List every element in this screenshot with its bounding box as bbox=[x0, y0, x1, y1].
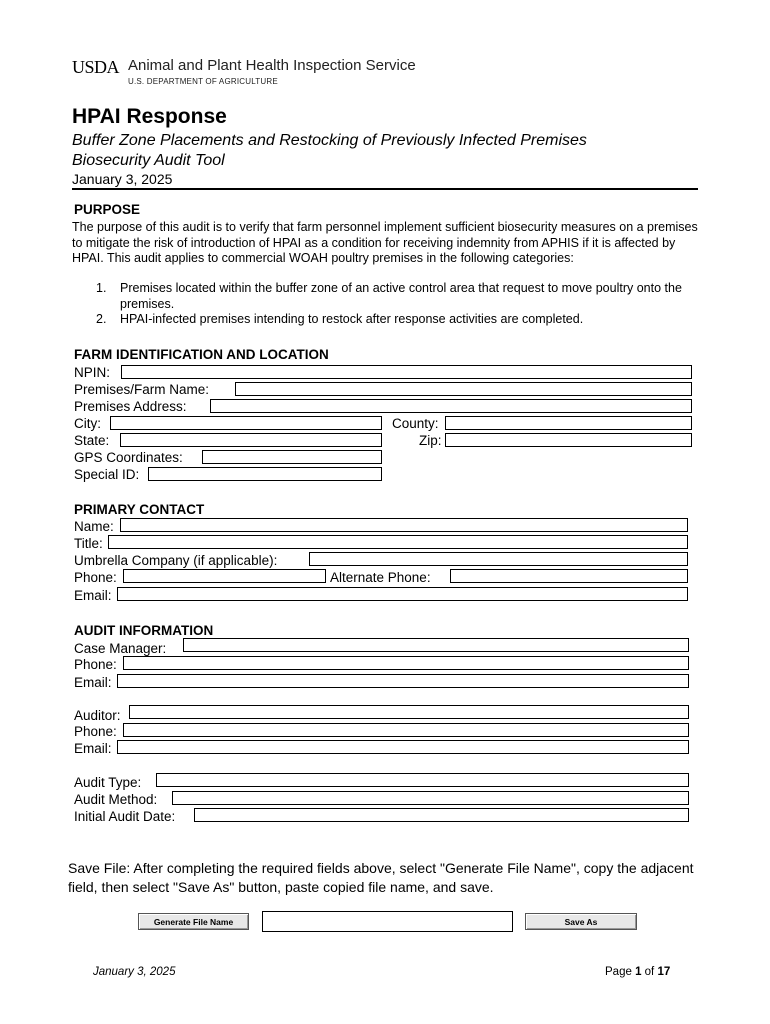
county-field[interactable] bbox=[445, 416, 692, 430]
cm-phone-label: Phone: bbox=[74, 657, 117, 672]
current-page: 1 bbox=[635, 966, 642, 978]
county-label: County: bbox=[392, 416, 439, 431]
initial-date-field[interactable] bbox=[194, 808, 689, 822]
purpose-heading: PURPOSE bbox=[74, 202, 141, 217]
initial-date-label: Initial Audit Date: bbox=[74, 809, 176, 824]
audit-heading: AUDIT INFORMATION bbox=[74, 623, 214, 638]
gps-field[interactable] bbox=[202, 450, 382, 464]
npin-field[interactable] bbox=[121, 365, 692, 379]
aud-phone-label: Phone: bbox=[74, 724, 117, 739]
list-number: 2. bbox=[96, 312, 107, 326]
special-id-label: Special ID: bbox=[74, 467, 140, 482]
case-manager-field[interactable] bbox=[183, 638, 689, 652]
subtitle bbox=[72, 131, 712, 171]
special-id-field[interactable] bbox=[148, 467, 382, 481]
purpose-list bbox=[96, 281, 696, 328]
premises-address-label: Premises Address: bbox=[74, 399, 187, 414]
aud-email-label: Email: bbox=[74, 741, 112, 756]
footer-date: January 3, 2025 bbox=[93, 966, 176, 978]
page-number bbox=[605, 966, 670, 978]
usda-logo: USDA bbox=[72, 57, 120, 77]
contact-email-field[interactable] bbox=[117, 587, 688, 601]
total-pages: 17 bbox=[657, 966, 671, 978]
subtitle-line-1: Buffer Zone Placements and Restocking of Previously Infected Premises bbox=[72, 132, 587, 149]
list-text: HPAI-infected premises intending to restock after response activities are completed. bbox=[120, 312, 584, 326]
audit-method-label: Audit Method: bbox=[74, 792, 158, 807]
contact-heading: PRIMARY CONTACT bbox=[74, 502, 205, 517]
contact-phone-label: Phone: bbox=[74, 570, 117, 585]
case-manager-label: Case Manager: bbox=[74, 641, 167, 656]
audit-type-field[interactable] bbox=[156, 773, 689, 787]
farm-heading: FARM IDENTIFICATION AND LOCATION bbox=[74, 347, 329, 362]
header-divider bbox=[72, 188, 698, 190]
file-name-field[interactable] bbox=[262, 911, 513, 932]
contact-title-field[interactable] bbox=[108, 535, 688, 549]
cm-phone-field[interactable] bbox=[123, 656, 689, 670]
list-item bbox=[96, 312, 696, 328]
audit-type-label: Audit Type: bbox=[74, 775, 142, 790]
premises-address-field[interactable] bbox=[210, 399, 692, 413]
list-item bbox=[96, 281, 696, 312]
list-number: 1. bbox=[96, 281, 107, 295]
save-as-button[interactable]: Save As bbox=[525, 913, 637, 930]
generate-file-name-button[interactable]: Generate File Name bbox=[138, 913, 249, 930]
document-date: January 3, 2025 bbox=[72, 171, 173, 187]
subtitle-line-2: Biosecurity Audit Tool bbox=[72, 152, 225, 169]
contact-title-label: Title: bbox=[74, 536, 103, 551]
department-name: U.S. DEPARTMENT OF AGRICULTURE bbox=[128, 77, 278, 86]
contact-name-field[interactable] bbox=[120, 518, 688, 532]
contact-email-label: Email: bbox=[74, 588, 112, 603]
page-of: of bbox=[641, 966, 658, 978]
npin-label: NPIN: bbox=[74, 365, 111, 380]
premises-name-label: Premises/Farm Name: bbox=[74, 382, 210, 397]
zip-label: Zip: bbox=[419, 433, 442, 448]
premises-name-field[interactable] bbox=[235, 382, 692, 396]
auditor-field[interactable] bbox=[129, 705, 689, 719]
page-title: HPAI Response bbox=[72, 105, 227, 128]
audit-method-field[interactable] bbox=[172, 791, 689, 805]
contact-phone-field[interactable] bbox=[123, 569, 326, 583]
page-prefix: Page bbox=[605, 966, 636, 978]
aud-email-field[interactable] bbox=[117, 740, 689, 754]
zip-field[interactable] bbox=[445, 433, 692, 447]
alt-phone-label: Alternate Phone: bbox=[330, 570, 431, 585]
gps-label: GPS Coordinates: bbox=[74, 450, 183, 465]
state-field[interactable] bbox=[120, 433, 382, 447]
aud-phone-field[interactable] bbox=[123, 723, 689, 737]
list-text: Premises located within the buffer zone of an active control area that request to move poultry onto the premises. bbox=[120, 281, 682, 311]
purpose-text: The purpose of this audit is to verify that farm personnel implement sufficient biosecurity measures on a premises to mitigate the risk of introduction of HPAI as a condition for receiving indemnity from APHIS if it is affected by HPAI. This audit applies to commercial WOAH poultry premises in the following categories: bbox=[72, 220, 698, 265]
agency-name: Animal and Plant Health Inspection Service bbox=[128, 57, 416, 74]
alt-phone-field[interactable] bbox=[450, 569, 688, 583]
auditor-label: Auditor: bbox=[74, 708, 121, 723]
state-label: State: bbox=[74, 433, 110, 448]
cm-email-field[interactable] bbox=[117, 674, 689, 688]
contact-name-label: Name: bbox=[74, 519, 114, 534]
save-instructions: Save File: After completing the required fields above, select "Generate File Name", copy the adjacent field, then select "Save As" button, paste copied file name, and save. bbox=[68, 860, 694, 895]
city-label: City: bbox=[74, 416, 101, 431]
city-field[interactable] bbox=[110, 416, 382, 430]
umbrella-field[interactable] bbox=[309, 552, 688, 566]
umbrella-label: Umbrella Company (if applicable): bbox=[74, 553, 278, 568]
cm-email-label: Email: bbox=[74, 675, 112, 690]
